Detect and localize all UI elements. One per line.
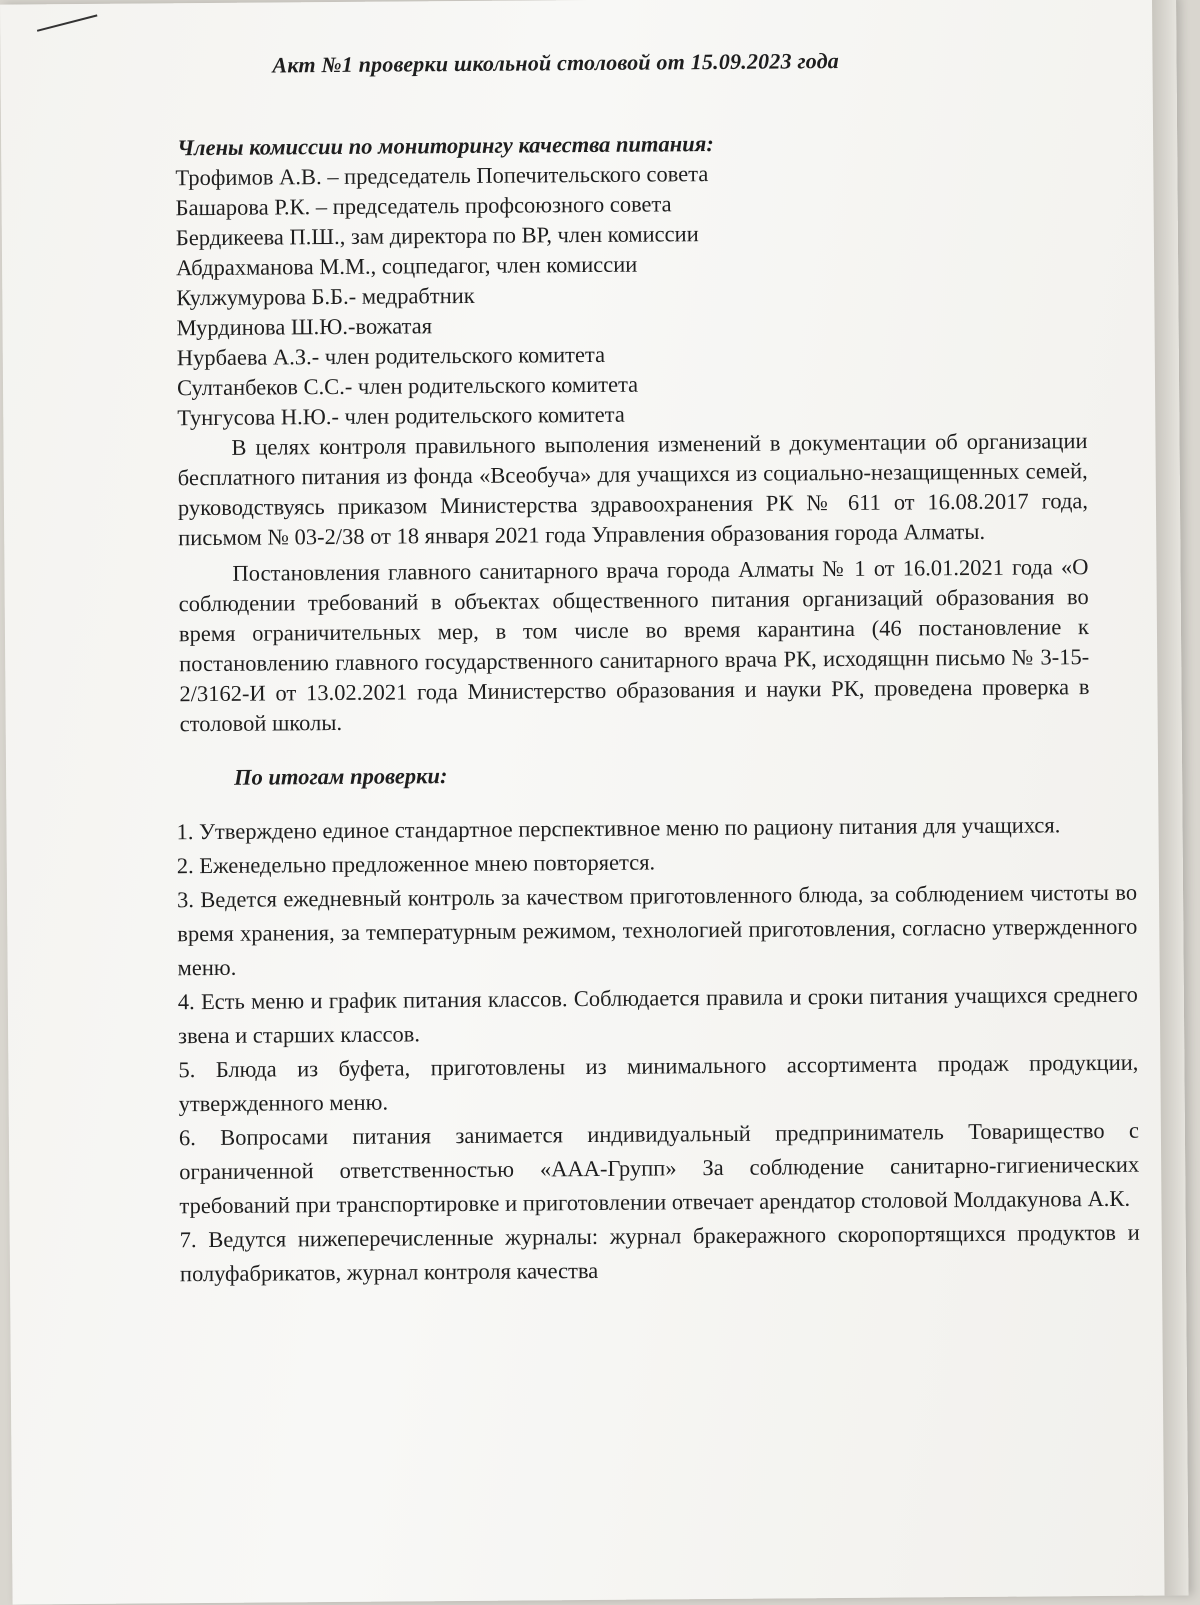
document-body [175,126,1140,1291]
result-item: 7. Ведутся нижеперечисленные журналы: журнал бракеражного скоропортящихся продуктов и полуфабрикатов, журнал контроля качества [179,1219,1140,1287]
result-item: 6. Вопросами питания занимается индивидуальный предприниматель Товарищество с ограниченной ответственностью «ААА-Групп» За соблюдение санитарно-гигиенических требований при транспортировке и приготовлении отвечает арендатор столовой Молдакунова А.К. [178,1117,1140,1219]
result-item: 4. Есть меню и график питания классов. Соблюдается правила и сроки питания учащихся среднего звена и старших классов. [177,981,1138,1049]
result-item: 5. Блюда из буфета, приготовлены из минимального ассортимента продаж продукции, утвержденного меню. [178,1049,1139,1117]
commission-members-list [175,156,1087,433]
member-line: Мурдинова Ш.Ю.-вожатая [176,313,433,341]
result-item: 1. Утверждено единое стандартное перспективное меню по рациону питания для учащихся. [176,812,1061,845]
member-line: Тунгусова Н.Ю.- член родительского комитета [177,401,625,431]
paragraph-resolution: Постановления главного санитарного врача города Алматы № 1 от 16.01.2021 года «О соблюдении требований в объектах общественного питания организаций образования во время ограничительных мер, в том числе во время карантина (46 постановление к постановлению главного государственного санитарного врача РК, исходящнн письмо № 3-15-2/3162-И от 13.02.2021 года Министерство образования и науки РК, проведена проверка в столовой школы. [178,554,1090,737]
result-item: 3. Ведется ежедневный контроль за качеством приготовленного блюда, за соблюдением чистоты во время хранения, за температурным режимом, технологией приготовления, согласно утвержденного меню. [176,879,1138,981]
member-line: Трофимов А.В. – председатель Попечительского совета [175,161,709,191]
commission-heading: Члены комиссии по мониторингу качества питания: [177,131,714,161]
member-line: Султанбеков С.С.- член родительского комитета [176,371,639,401]
member-line: Башарова Р.К. – председатель профсоюзного совета [175,191,672,221]
result-item: 2. Еженедельно предложенное мнею повторяется. [176,849,656,879]
results-heading: По итогам проверки: [233,763,448,790]
member-line: Бердикеева П.Ш., зам директора по ВР, член комиссии [175,221,699,251]
document-title: Акт №1 проверки школьной столовой от 15.09.2023 года [272,48,840,78]
member-line: Абдрахманова М.М., соцпедагог, член комиссии [175,251,638,281]
member-line: Кулжумурова Б.Б.- медрабтник [176,282,475,311]
paragraph-purpose: В целях контроля правильного выполения изменений в документации об организации бесплатного питания из фонда «Всеобуча» для учащихся из социально-незащищенных семей, руководствуясь приказом Министерства здравоохранения РК № 611 от 16.08.2017 года, письмом № 03-2/38 от 18 января 2021 года Управления образования города Алматы. [177,428,1089,551]
page-edge-shadow [1152,0,1189,1596]
pen-mark [37,14,98,31]
results-list [176,808,1140,1291]
member-line: Нурбаева А.З.- член родительского комитета [176,341,606,371]
